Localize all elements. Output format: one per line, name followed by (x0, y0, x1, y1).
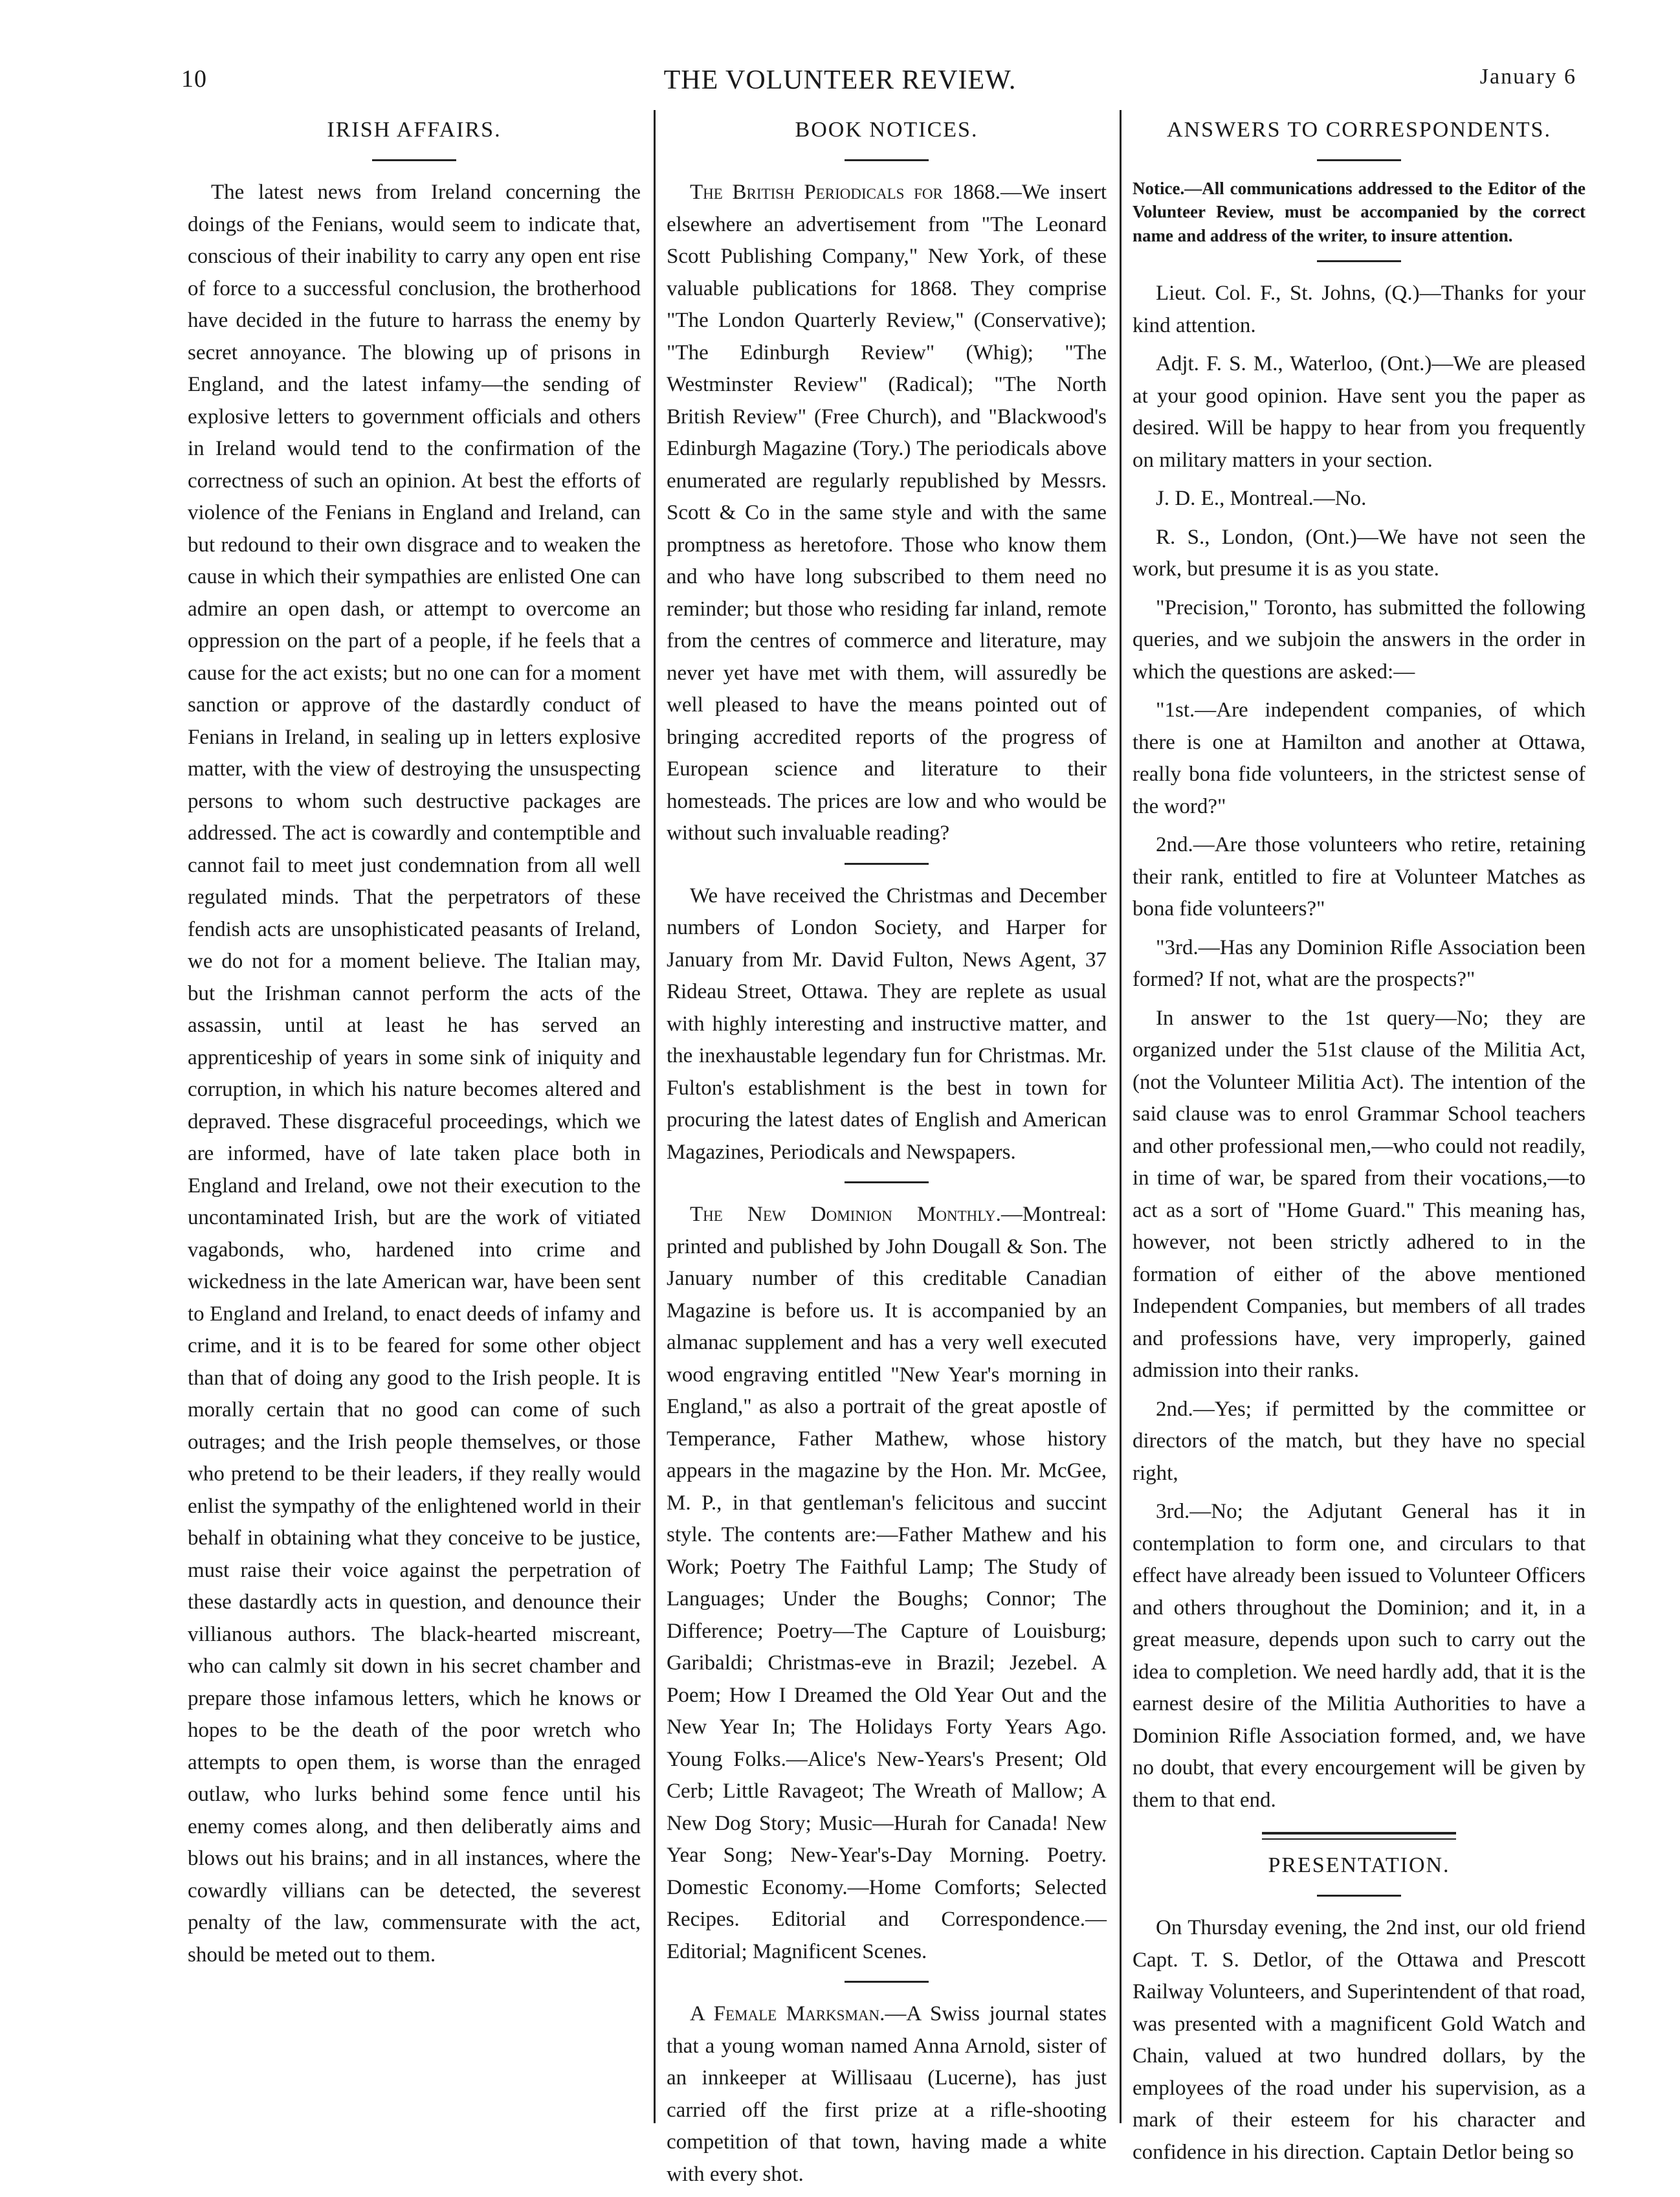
column-answers (1133, 113, 1586, 2175)
answer-paragraph: 2nd.—Yes; if permitted by the committee or directors of the match, but they have no special right, (1133, 1397, 1586, 1485)
answer-paragraph: "3rd.—Has any Dominion Rifle Association been formed? If not, what are the prospects?" (1133, 935, 1586, 992)
editor-notice: Notice.—All communications addressed to the Editor of the Volunteer Review, must be accompanied by the correct name and address of the writer, to insure attention. (1133, 179, 1586, 245)
notice-new-dominion-monthly (667, 1199, 1107, 1968)
column-divider (1120, 110, 1122, 2123)
issue-date: January 6 (1479, 65, 1576, 89)
presentation-paragraph: On Thursday evening, the 2nd inst, our old friend Capt. T. S. Detlor, of the Ottawa and Prescott Railway Volunteers, and Superintendent of that road, was presented with a magnificent Gold Watch and Chain, valued at two hundred dollars, by the employees of the road under his supervision, as a mark of their esteem for his character and confidence in his direction. Captain Detlor being so (1133, 1916, 1586, 2164)
notice-body: —We insert elsewhere an advertisement from "The Leonard Scott Publishing Company," New York, of these valuable publications for 1868. They comprise "The London Quarterly Review," (Conservative); "The Edinburgh Review" (Whig); "The Westminster Review" (Radical); "The North British Review" (Free Church), and "Blackwood's Edinburgh Magazine (Tory.) The periodicals above enumerated are regularly republished by Messrs. Scott & Co in the same style and with the same promptness as heretofore. Those who know them and who have long subscribed to them need no reminder; but those who residing far inland, remote from the centres of commerce and literature, may never yet have met with them, will assuredly be well pleased to have the means pointed out of bringing accredited reports of the progress of European science and literature to their homesteads. The prices are low and who would be without such invaluable reading? (667, 181, 1107, 845)
answer-paragraph: Adjt. F. S. M., Waterloo, (Ont.)—We are pleased at your good opinion. Have sent you the paper as desired. Will be happy to hear from you frequently on military matters in your section. (1133, 352, 1586, 472)
divider-rule (845, 1181, 929, 1183)
page-number: 10 (181, 65, 207, 93)
column-book-notices (667, 113, 1107, 2197)
section-title: ANSWERS TO CORRESPONDENTS. (1167, 118, 1551, 142)
presentation-title: PRESENTATION. (1268, 1853, 1450, 1878)
answer-paragraph: J. D. E., Montreal.—No. (1156, 487, 1367, 511)
title-rule (1317, 1895, 1401, 1897)
notice-christmas-numbers: We have received the Christmas and December numbers of London Society, and Harper for January from Mr. David Fulton, News Agent, 37 Rideau Street, Ottawa. They are replete as usual with highly interesting and instructive matter, and the inexhaustable legendary fun for Christmas. Mr. Fulton's establishment is the best in town for procuring the latest dates of English and American Magazines, Periodicals and Newspapers. (667, 884, 1107, 1164)
notice-body: —A Swiss journal states that a young woman named Anna Arnold, sister of an innkeeper at Willisaau (Lucerne), has just carried off the first prize at a rifle-shooting competition of that town, having made a white with every shot. (667, 2002, 1107, 2186)
answer-paragraph: Lieut. Col. F., St. Johns, (Q.)—Thanks for your kind attention. (1133, 282, 1586, 337)
article-paragraph: The latest news from Ireland concerning the doings of the Fenians, would seem to indicate that, conscious of their inability to carry any open ent rise of force to a successful conclusion, the brotherhood have decided in the future to harrass the enemy by secret annoyance. The blowing up of prisons in England, and the latest infamy—the sending of explosive letters to government officials and others in Ireland would tend to the confirmation of the correctness of such an opinion. At best the efforts of violence of the Fenians in England and Ireland, can but redound to their own disgrace and to weaken the cause in which their sympathies are enlisted One can admire an open dash, or attempt to overcome an oppression on the part of a people, if he feels that a cause for the act exists; but no one can for a moment sanction or approve of the dastardly conduct of Fenians in Ireland, in sealing up in letters explosive matter, with the view of destroying the unsuspecting persons to whom such destructive packages are addressed. The act is cowardly and contemptible and cannot fail to meet just condemnation from all well regulated minds. That the perpetrators of these fendish acts are unsophisticated peasants of Ireland, we do not for a moment believe. The Italian may, but the Irishman cannot perform the acts of the assassin, until at least he has served an apprenticeship of years in some sink of iniquity and corruption, in which his nature becomes altered and depraved. These disgraceful proceedings, which we are informed, have of late taken place both in England and Ireland, owe not their execution to the uncontaminated Irish, but are the work of vitiated vagabonds, who, hardened into crime and wickedness in the late American war, have been sent to England and Ireland, to enact deeds of infamy and crime, and it is to be feared for some other object than that of doing any good to the Irish people. It is morally certain that no good can come of such outrages; and the Irish people themselves, or those who pretend to be their leaders, if they really would enlist the sympathy of the enlightened world in their behalf in obtaining what they conceive to be justice, must raise their voice against the perpetration of these dastardly acts in question, and denounce their villianous authors. The black-hearted miscreant, who can calmly sit down in his secret chamber and prepare those infamous letters, which he knows or hopes to be the death of the poor wretch who attempts to open them, is worse than the enraged outlaw, who lurks behind some fence until his enemy comes along, and then deliberatly aims and blows out his brains; and in all instances, where the cowardly villians can be detected, the severest penalty of the law, commensurate with the act, should be meted out to them. (188, 181, 641, 1967)
section-double-rule (1262, 1832, 1456, 1840)
notice-lead: A Female Marksman. (690, 2002, 885, 2025)
divider-rule (1317, 260, 1401, 262)
notice-lead: The New Dominion Monthly. (690, 1203, 1001, 1226)
notice-british-periodicals (667, 177, 1107, 850)
answer-paragraph: In answer to the 1st query—No; they are organized under the 51st clause of the Militia Act, (not the Volunteer Militia Act). The intention of the said clause was to enrol Grammar School teachers and other professional men,—who could not readily, in time of war, be spared from their vocations,—to act as a sort of "Home Guard." This meaning has, however, not been strictly adhered to in the formation of either of the above mentioned Independent Companies, but members of all trades and professions have, very improperly, gained admission into their ranks. (1133, 1006, 1586, 1383)
answer-paragraph: R. S., London, (Ont.)—We have not seen the work, but presume it is as you state. (1133, 525, 1586, 581)
section-title: BOOK NOTICES. (795, 118, 978, 142)
notice-female-marksman (667, 1998, 1107, 2191)
divider-rule (845, 1981, 929, 1983)
column-divider (654, 110, 656, 2123)
title-rule (372, 159, 456, 161)
section-title: IRISH AFFAIRS. (327, 118, 502, 142)
answer-paragraph: "1st.—Are independent companies, of which there is one at Hamilton and another at Ottawa, really bona fide volunteers, in the strictest sense of the word?" (1133, 698, 1586, 818)
notice-body: —Montreal: printed and published by John Dougall & Son. The January number of this creditable Canadian Magazine is before us. It is accompanied by an almanac supplement and has a very well executed wood engraving entitled "New Year's morning in England," as also a portrait of the great apostle of Temperance, Father Mathew, whose history appears in the magazine by the Hon. Mr. McGee, M. P., in that gentleman's felicitous and succint style. The contents are:—Father Mathew and his Work; Poetry The Faithful Lamp; The Study of Languages; Under the Boughs; Connor; The Difference; Poetry—The Capture of Louisburg; Garibaldi; Christmas-eve in Brazil; Jezebel. A Poem; How I Dreamed the Old Year Out and the New Year In; The Holidays Forty Years Ago. Young Folks.—Alice's New-Years's Present; Old Cerb; Little Ravageot; The Wreath of Mallow; A New Dog Story; Music—Hurah for Canada! New Year Song; New-Year's-Day Morning. Poetry. Domestic Economy.—Home Comforts; Selected Recipes. Editorial and Correspondence.—Editorial; Magnificent Scenes. (667, 1203, 1107, 1963)
divider-rule (845, 863, 929, 865)
title-rule (845, 159, 929, 161)
notice-lead: The British Periodicals for 1868. (690, 181, 1000, 204)
answer-paragraph: "Precision," Toronto, has submitted the following queries, and we subjoin the answers in the order in which the questions are asked:— (1133, 596, 1586, 684)
page-header (26, 65, 1654, 110)
masthead-title: THE VOLUNTEER REVIEW. (663, 65, 1017, 95)
answer-paragraph: 2nd.—Are those volunteers who retire, retaining their rank, entitled to fire at Volunteer Matches as bona fide volunteers?" (1133, 833, 1586, 921)
title-rule (1317, 159, 1401, 161)
column-irish-affairs (188, 113, 641, 1978)
answer-paragraph: 3rd.—No; the Adjutant General has it in contemplation to form one, and circulars to that effect have already been issued to Volunteer Officers and others throughout the Dominion; and it, in a great measure, depends upon such to carry out the idea to completion. We need hardly add, that it is the earnest desire of the Militia Authorities to have a Dominion Rifle Association formed, and, we have no doubt, that every encourgement will be given by them to that end. (1133, 1500, 1586, 1812)
